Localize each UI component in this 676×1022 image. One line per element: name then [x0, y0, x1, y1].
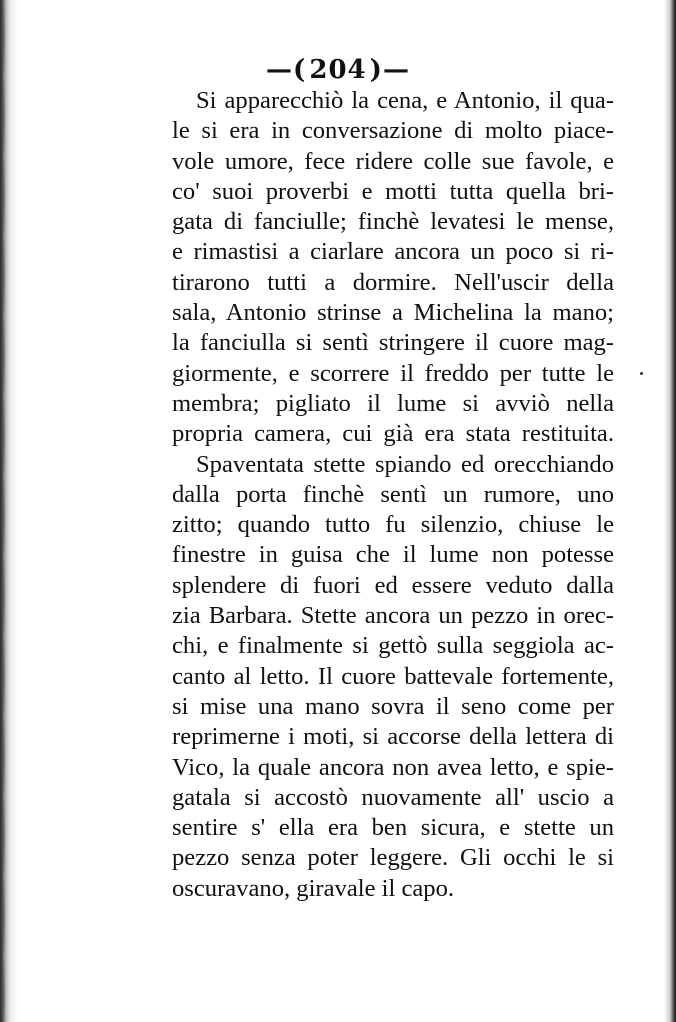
text-line: le si era in conversazione di molto piace-	[172, 117, 614, 145]
text-line: splendere di fuori ed essere veduto dalla	[172, 571, 614, 599]
paragraph-2	[148, 450, 614, 904]
text-line: dalla porta finchè sentì un rumore, uno	[172, 480, 614, 508]
paragraph-1	[148, 86, 614, 450]
text-line: sentire s' ella era ben sicura, e stette un	[172, 814, 614, 842]
page-number: 204	[309, 55, 367, 85]
text-line: Vico, la quale ancora non avea letto, e spie-	[172, 753, 614, 781]
text-line: canto al letto. Il cuore battevale fortemente,	[172, 662, 614, 690]
text-line: giormente, e scorrere il freddo per tutte le	[172, 359, 614, 387]
text-line: vole umore, fece ridere colle sue favole, e	[172, 147, 614, 175]
ink-speck	[640, 372, 643, 375]
text-line: e rimastisi a ciarlare ancora un poco si ri-	[172, 238, 614, 266]
text-line: pezzo senza poter leggere. Gli occhi le si	[172, 844, 614, 872]
text-line: reprimerne i moti, si accorse della lettera di	[172, 723, 614, 751]
text-line: sala, Antonio strinse a Michelina la mano;	[172, 299, 614, 327]
header-dash-left: —(	[266, 55, 307, 85]
text-line: oscuravano, giravale il capo.	[172, 874, 455, 902]
text-line: co' suoi proverbi e motti tutta quella bri-	[172, 177, 614, 205]
text-line: membra; pigliato il lume si avviò nella	[172, 389, 614, 417]
text-line: Si apparecchiò la cena, e Antonio, il qua-	[196, 87, 614, 114]
text-line: finestre in guisa che il lume non potesse	[172, 541, 614, 569]
right-page-edge	[664, 0, 676, 1022]
text-line: gatala si accostò nuovamente all' uscio a	[172, 783, 614, 811]
left-page-edge	[0, 0, 22, 1022]
text-line: si mise una mano sovra il seno come per	[172, 692, 614, 720]
text-line: gata di fanciulle; finchè levatesi le mense,	[172, 208, 614, 236]
header-dash-right: )—	[369, 55, 410, 85]
text-line: zia Barbara. Stette ancora un pezzo in orec-	[172, 602, 614, 630]
text-line: propria camera, cui già era stata restituita.	[172, 420, 614, 448]
text-line: la fanciulla si sentì stringere il cuore mag-	[172, 329, 614, 357]
text-line: chi, e finalmente si gettò sulla seggiola ac-	[172, 632, 614, 660]
text-line: tirarono tutti a dormire. Nell'uscir della	[172, 268, 614, 296]
body-text	[148, 86, 614, 904]
text-line: zitto; quando tutto fu silenzio, chiuse le	[172, 511, 614, 539]
text-line: Spaventata stette spiando ed orecchiando	[196, 450, 614, 478]
page-header	[0, 55, 676, 85]
